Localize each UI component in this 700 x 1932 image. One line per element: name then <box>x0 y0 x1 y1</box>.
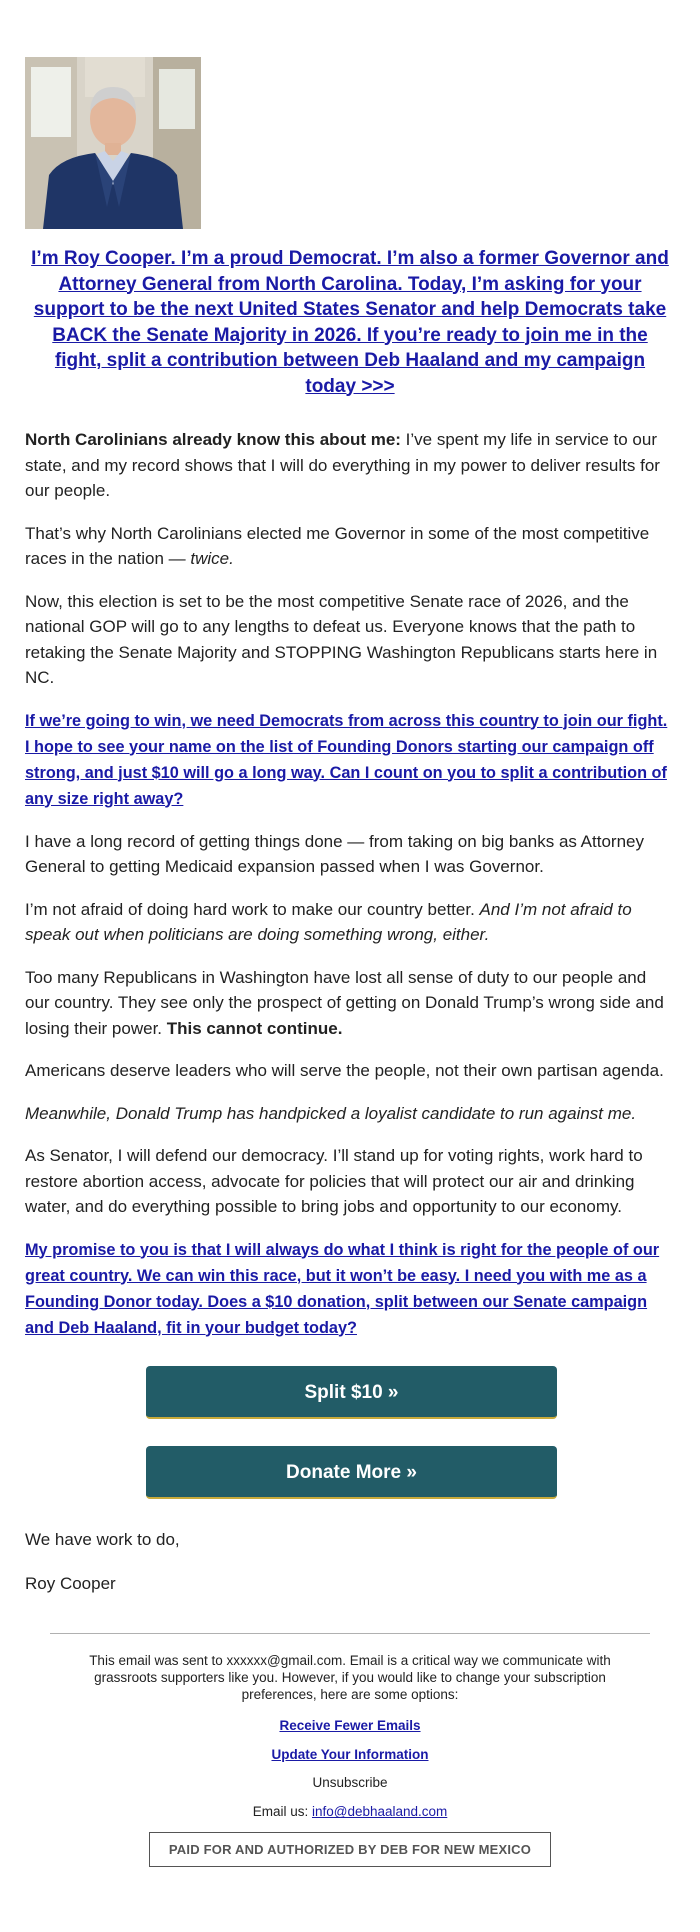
paragraph-election: Now, this election is set to be the most competitive Senate race of 2026, and the national GOP will go to any lengths to defeat us. Everyone knows that the path to retaking the Senate Majority and STOPPING Washington Republicans starts here in NC. <box>25 591 658 687</box>
paragraph-intro <box>25 427 675 504</box>
paragraph-republicans <box>25 965 675 1042</box>
republicans-text: Too many Republicans in Washington have lost all sense of duty to our people and our country. They see only the prospect of getting on Donald Trump’s wrong side and losing their power. <box>25 967 664 1038</box>
intro-bold-lead: North Carolinians already know this about me: <box>25 430 401 449</box>
headline-link[interactable]: I’m Roy Cooper. I’m a proud Democrat. I’m also a former Governor and Attorney General from North Carolina. Today, I’m asking for your support to be the next United States Senator and help Democrats take BACK the Senate Majority in 2026. If you’re ready to join me in the fight, split a contribution between Deb Haaland and my campaign today >>> <box>31 248 669 397</box>
unsubscribe-link[interactable]: Unsubscribe <box>312 1775 388 1791</box>
elected-emphasis: twice. <box>190 549 234 568</box>
footer-notice: This email was sent to xxxxxx@gmail.com. Email is a critical way we communicate with grassroots supporters like you. However, if you would like to change your subscription preferences, here are some options: <box>89 1652 611 1703</box>
founding-donors-link[interactable]: If we’re going to win, we need Democrats from across this country to join our fight. I hope to see your name on the list of Founding Donors starting our campaign off strong, and just $10 will go a long way. Can I count on you to split a contribution of any size right away? <box>25 711 668 808</box>
meanwhile-emphasis: Meanwhile, Donald Trump has handpicked a loyalist candidate to run against me. <box>25 1103 637 1123</box>
paragraph-senator: As Senator, I will defend our democracy. I’ll stand up for voting rights, work hard to restore abortion access, advocate for policies that will protect our air and drinking water, and do everything possible to bring jobs and opportunity to our economy. <box>25 1146 643 1216</box>
paid-for-disclaimer: PAID FOR AND AUTHORIZED BY DEB FOR NEW MEXICO <box>149 1832 551 1867</box>
signoff-name: Roy Cooper <box>25 1574 116 1593</box>
receive-fewer-emails-link[interactable]: Receive Fewer Emails <box>279 1718 421 1734</box>
email-body <box>0 57 700 1867</box>
paragraph-record: I have a long record of getting things done — from taking on big banks as Attorney General to getting Medicaid expansion passed when I was Governor. <box>25 831 644 876</box>
elected-text: That’s why North Carolinians elected me Governor in some of the most competitive races in the nation — <box>25 523 650 568</box>
email-us-label: Email us: <box>252 1804 312 1820</box>
intro-text: I’ve spent my life in service to our state, and my record shows that I will do everything in my power to deliver results for our people. <box>25 430 660 500</box>
hard-work-text: I’m not afraid of doing hard work to make our country better. <box>25 899 480 919</box>
split-10-button[interactable]: Split $10 » <box>146 1366 557 1419</box>
email-us-line <box>50 1804 650 1819</box>
hard-work-emphasis: And I’m not afraid to speak out when politicians are doing something wrong, either. <box>25 899 632 944</box>
donate-more-button[interactable]: Donate More » <box>146 1446 557 1499</box>
republicans-bold: This cannot continue. <box>166 1018 343 1038</box>
contact-email-link[interactable]: info@debhaaland.com <box>311 1804 448 1820</box>
email-footer <box>50 1633 650 1868</box>
update-information-link[interactable]: Update Your Information <box>271 1747 429 1763</box>
paragraph-meanwhile <box>25 1101 675 1127</box>
paragraph-hard-work <box>25 897 675 948</box>
paragraph-leaders: Americans deserve leaders who will serve the people, not their own partisan agenda. <box>25 1061 664 1080</box>
paragraph-elected <box>25 521 675 572</box>
candidate-photo <box>25 57 201 229</box>
signoff-line: We have work to do, <box>25 1529 180 1549</box>
promise-link[interactable]: My promise to you is that I will always do what I think is right for the people of our great country. We can win this race, but it won’t be easy. I need you with me as a Founding Donor today. Does a $10 donation, split between our Senate campaign and Deb Haaland, fit in your budget today? <box>25 1240 660 1337</box>
